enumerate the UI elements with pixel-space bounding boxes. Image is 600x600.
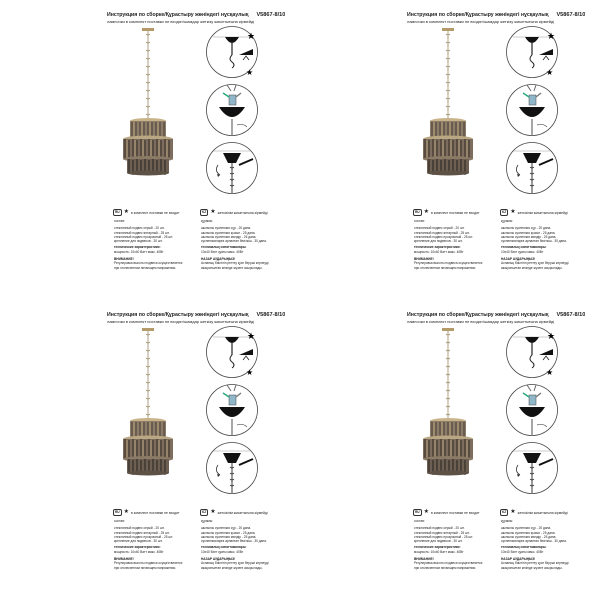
composition-item: стеклянный подвес янтарный - 25 шт. bbox=[414, 230, 470, 235]
legend-ru bbox=[413, 509, 480, 516]
warning-text: Регулировка высоты подвеса осуществляется bbox=[414, 561, 483, 566]
not-included-star-icon: ★ bbox=[546, 68, 554, 77]
sheet-subtitle: лампочки в комплект поставки не входят/шамдар жеткізу жиынтығына кірмейді bbox=[107, 319, 255, 324]
star-icon: ★ bbox=[123, 509, 129, 515]
warning-text: Аспаның биіктігін реттеу қуат беруші кернеуді bbox=[501, 261, 569, 266]
sheet-subtitle: лампочки в комплект поставки не входят/шамдар жеткізу жиынтығына кірмейді bbox=[407, 319, 555, 324]
title-text: Инструкция по сборке/Құрастыру жөніндегі нұсқаулық bbox=[407, 312, 549, 318]
sheet-title bbox=[107, 312, 285, 318]
legend-text: в комплект поставки не входит bbox=[431, 210, 480, 215]
legend-text: в комплект поставки не входит bbox=[131, 510, 180, 515]
composition-item: стеклянный подвес янтарный - 25 шт. bbox=[114, 530, 170, 535]
tech-specs-value: мощность: 10x40 Ватт макс. 40Вт bbox=[414, 249, 464, 254]
legend-kz bbox=[500, 209, 568, 216]
crystal-body bbox=[123, 418, 173, 476]
step-1-hook-mounting-diagram bbox=[205, 325, 259, 379]
composition-item: шынылы суспензия қызыл - 25 дана. bbox=[201, 230, 256, 235]
tech-specs-value: мощность: 10x40 Ватт макс. 40Вт bbox=[414, 549, 464, 554]
warning-text: Регулировка высоты подвеса осуществляется bbox=[414, 261, 483, 266]
composition-item: стеклянный подвес серый - 20 шт. bbox=[414, 526, 465, 531]
legend-text: в комплект поставки не входит bbox=[431, 510, 480, 515]
instruction-sheet bbox=[15, 310, 285, 580]
composition-item: стеклянный подвес прозрачный - 25 шт. bbox=[414, 234, 473, 239]
warning-text: ажыратылған кезінде жүзеге асырылады. bbox=[501, 265, 563, 270]
composition-label: состав: bbox=[414, 219, 425, 223]
language-badge-ru: RU bbox=[115, 510, 120, 514]
crystal-body bbox=[423, 118, 473, 176]
star-icon: ★ bbox=[123, 209, 129, 215]
warning-label: НАЗАР АУДАРЫҢЫЗ! bbox=[501, 557, 536, 562]
warning-label: ВНИМАНИЕ! bbox=[114, 557, 134, 562]
kazakh-text-column bbox=[201, 519, 285, 570]
composition-item: крепление для подвесов - 30 шт. bbox=[414, 239, 463, 244]
star-icon: ★ bbox=[510, 509, 516, 515]
warning-text: при отключенном питающем напряжении. bbox=[114, 565, 177, 570]
step-2-wiring-diagram bbox=[505, 83, 559, 137]
warning-text: Аспаның биіктігін реттеу қуат беруші кернеуді bbox=[201, 561, 269, 566]
tech-specs-value: мощность: 10x40 Ватт макс. 40Вт bbox=[114, 249, 164, 254]
legend-kz bbox=[200, 209, 268, 216]
tech-specs-label: техникалық сипаттамалары: bbox=[201, 245, 247, 250]
composition-label: құрамы: bbox=[201, 519, 213, 523]
composition-item: шынылы суспензия мөлдір - 25 дана. bbox=[501, 534, 557, 539]
composition-item: стеклянный подвес янтарный - 25 шт. bbox=[114, 230, 170, 235]
sheet-title bbox=[107, 12, 285, 18]
composition-label: состав: bbox=[114, 219, 125, 223]
composition-item: шынылы суспензия сұр - 20 дана. bbox=[501, 526, 552, 531]
star-icon: ★ bbox=[510, 209, 516, 215]
step-1-hook-mounting-diagram bbox=[505, 25, 559, 79]
title-text: Инструкция по сборке/Құрастыру жөніндегі нұсқаулық bbox=[107, 312, 249, 318]
chandelier-illustration bbox=[113, 28, 183, 188]
warning-label: ВНИМАНИЕ! bbox=[414, 257, 434, 262]
step-3-canopy-fixing-diagram bbox=[205, 141, 259, 195]
composition-item: суспензияларға арналған бекіткіш - 30 дана. bbox=[201, 239, 267, 244]
sheet-header bbox=[407, 312, 585, 324]
step-2-wiring-diagram bbox=[205, 83, 259, 137]
instruction-sheet bbox=[315, 310, 585, 580]
composition-item: шынылы суспензия мөлдір - 25 дана. bbox=[201, 534, 257, 539]
model-number: V5867-8/10 bbox=[556, 12, 585, 18]
warning-text: при отключенном питающем напряжении. bbox=[114, 265, 177, 270]
sheet-title bbox=[407, 12, 585, 18]
sheet-header bbox=[107, 312, 285, 324]
model-number: V5867-8/10 bbox=[256, 312, 285, 318]
legend-ru bbox=[113, 509, 180, 516]
instruction-sheet bbox=[15, 10, 285, 280]
ceiling-canopy bbox=[442, 28, 454, 31]
kazakh-text-column bbox=[501, 519, 585, 570]
warning-label: НАЗАР АУДАРЫҢЫЗ! bbox=[201, 557, 236, 562]
star-icon: ★ bbox=[423, 509, 429, 515]
star-icon: ★ bbox=[210, 209, 216, 215]
legend-kz bbox=[200, 509, 268, 516]
warning-text: ажыратылған кезінде жүзеге асырылады. bbox=[201, 565, 263, 570]
tech-specs-label: технические характеристики: bbox=[114, 545, 161, 550]
language-badge-ru: RU bbox=[415, 210, 420, 214]
warning-text: ажыратылған кезінде жүзеге асырылады. bbox=[501, 565, 563, 570]
composition-item: стеклянный подвес прозрачный - 25 шт. bbox=[114, 534, 173, 539]
sheet-title bbox=[407, 312, 585, 318]
tech-specs-value: 10x40 Ватт қуаты макс. 40Вт bbox=[501, 249, 544, 254]
language-badge-kz: KZ bbox=[202, 510, 207, 514]
not-included-star-icon: ★ bbox=[247, 332, 256, 342]
legend-text: в комплект поставки не входит bbox=[131, 210, 180, 215]
not-included-star-icon: ★ bbox=[547, 32, 556, 42]
sheet-header bbox=[407, 12, 585, 24]
composition-label: состав: bbox=[414, 519, 425, 523]
step-2-wiring-diagram bbox=[505, 383, 559, 437]
title-text: Инструкция по сборке/Құрастыру жөніндегі нұсқаулық bbox=[107, 12, 249, 18]
suspension-chain bbox=[446, 31, 450, 118]
legend-ru bbox=[413, 209, 480, 216]
composition-item: крепление для подвесов - 30 шт. bbox=[114, 539, 163, 544]
warning-text: Аспаның биіктігін реттеу қуат беруші кернеуді bbox=[201, 261, 269, 266]
russian-text-column bbox=[114, 519, 200, 570]
model-number: V5867-8/10 bbox=[556, 312, 585, 318]
step-1-hook-mounting-diagram bbox=[205, 25, 259, 79]
sheet-header bbox=[107, 12, 285, 24]
warning-text: Регулировка высоты подвеса осуществляется bbox=[114, 261, 183, 266]
russian-text-column bbox=[414, 519, 500, 570]
not-included-star-icon: ★ bbox=[546, 368, 554, 377]
step-3-canopy-fixing-diagram bbox=[505, 141, 559, 195]
warning-text: при отключенном питающем напряжении. bbox=[414, 265, 477, 270]
composition-label: состав: bbox=[114, 519, 125, 523]
composition-item: крепление для подвесов - 30 шт. bbox=[114, 239, 163, 244]
ceiling-canopy bbox=[142, 28, 154, 31]
kazakh-text-column bbox=[501, 219, 585, 270]
language-badge-ru: RU bbox=[415, 510, 420, 514]
star-icon: ★ bbox=[423, 209, 429, 215]
step-2-wiring-diagram bbox=[205, 383, 259, 437]
tech-specs-value: мощность: 10x40 Ватт макс. 40Вт bbox=[114, 549, 164, 554]
composition-item: шынылы суспензия мөлдір - 25 дана. bbox=[501, 234, 557, 239]
legend-text: жеткізілім жиынтығына кірмейді bbox=[517, 510, 568, 515]
composition-item: стеклянный подвес серый - 20 шт. bbox=[114, 226, 165, 231]
chandelier-illustration bbox=[413, 328, 483, 488]
tech-specs-label: технические характеристики: bbox=[414, 245, 461, 250]
legend-ru bbox=[113, 209, 180, 216]
not-included-star-icon: ★ bbox=[547, 332, 556, 342]
star-icon: ★ bbox=[210, 509, 216, 515]
suspension-chain bbox=[146, 331, 150, 418]
composition-label: құрамы: bbox=[201, 219, 213, 223]
composition-label: құрамы: bbox=[501, 519, 513, 523]
warning-label: НАЗАР АУДАРЫҢЫЗ! bbox=[201, 257, 236, 262]
language-badge-kz: KZ bbox=[502, 510, 507, 514]
composition-item: шынылы суспензия сұр - 20 дана. bbox=[501, 226, 552, 231]
step-3-canopy-fixing-diagram bbox=[505, 441, 559, 495]
legend-text: жеткізілім жиынтығына кірмейді bbox=[517, 210, 568, 215]
composition-item: стеклянный подвес прозрачный - 25 шт. bbox=[414, 534, 473, 539]
not-included-star-icon: ★ bbox=[247, 32, 256, 42]
composition-item: стеклянный подвес янтарный - 25 шт. bbox=[414, 530, 470, 535]
instruction-sheet bbox=[315, 10, 585, 280]
chandelier-illustration bbox=[413, 28, 483, 188]
composition-item: стеклянный подвес прозрачный - 25 шт. bbox=[114, 234, 173, 239]
russian-text-column bbox=[114, 219, 200, 270]
composition-label: құрамы: bbox=[501, 219, 513, 223]
sheet-subtitle: лампочки в комплект поставки не входят/шамдар жеткізу жиынтығына кірмейді bbox=[107, 19, 255, 24]
legend-text: жеткізілім жиынтығына кірмейді bbox=[217, 510, 268, 515]
not-included-star-icon: ★ bbox=[246, 68, 254, 77]
composition-item: суспензияларға арналған бекіткіш - 30 дана. bbox=[501, 539, 567, 544]
tech-specs-label: техникалық сипаттамалары: bbox=[501, 245, 547, 250]
warning-text: Аспаның биіктігін реттеу қуат беруші кернеуді bbox=[501, 561, 569, 566]
warning-text: ажыратылған кезінде жүзеге асырылады. bbox=[201, 265, 263, 270]
title-text: Инструкция по сборке/Құрастыру жөніндегі нұсқаулық bbox=[407, 12, 549, 18]
ceiling-canopy bbox=[442, 328, 454, 331]
model-number: V5867-8/10 bbox=[256, 12, 285, 18]
chandelier-illustration bbox=[113, 328, 183, 488]
suspension-chain bbox=[146, 31, 150, 118]
composition-item: шынылы суспензия қызыл - 25 дана. bbox=[201, 530, 256, 535]
warning-label: ВНИМАНИЕ! bbox=[114, 257, 134, 262]
composition-item: стеклянный подвес серый - 20 шт. bbox=[114, 526, 165, 531]
composition-item: стеклянный подвес серый - 20 шт. bbox=[414, 226, 465, 231]
russian-text-column bbox=[414, 219, 500, 270]
ceiling-canopy bbox=[142, 328, 154, 331]
warning-label: НАЗАР АУДАРЫҢЫЗ! bbox=[501, 257, 536, 262]
composition-item: крепление для подвесов - 30 шт. bbox=[414, 539, 463, 544]
sheet-subtitle: лампочки в комплект поставки не входят/шамдар жеткізу жиынтығына кірмейді bbox=[407, 19, 555, 24]
composition-item: шынылы суспензия сұр - 20 дана. bbox=[201, 526, 252, 531]
tech-specs-value: 10x40 Ватт қуаты макс. 40Вт bbox=[201, 249, 244, 254]
warning-text: Регулировка высоты подвеса осуществляется bbox=[114, 561, 183, 566]
warning-label: ВНИМАНИЕ! bbox=[414, 557, 434, 562]
composition-item: шынылы суспензия мөлдір - 25 дана. bbox=[201, 234, 257, 239]
legend-kz bbox=[500, 509, 568, 516]
step-1-hook-mounting-diagram bbox=[505, 325, 559, 379]
tech-specs-label: технические характеристики: bbox=[114, 245, 161, 250]
composition-item: суспензияларға арналған бекіткіш - 30 дана. bbox=[501, 239, 567, 244]
composition-item: шынылы суспензия қызыл - 25 дана. bbox=[501, 530, 556, 535]
crystal-body bbox=[123, 118, 173, 176]
tech-specs-value: 10x40 Ватт қуаты макс. 40Вт bbox=[201, 549, 244, 554]
step-3-canopy-fixing-diagram bbox=[205, 441, 259, 495]
legend-text: жеткізілім жиынтығына кірмейді bbox=[217, 210, 268, 215]
composition-item: шынылы суспензия қызыл - 25 дана. bbox=[501, 230, 556, 235]
not-included-star-icon: ★ bbox=[246, 368, 254, 377]
language-badge-ru: RU bbox=[115, 210, 120, 214]
tech-specs-value: 10x40 Ватт қуаты макс. 40Вт bbox=[501, 549, 544, 554]
composition-item: шынылы суспензия сұр - 20 дана. bbox=[201, 226, 252, 231]
crystal-body bbox=[423, 418, 473, 476]
language-badge-kz: KZ bbox=[502, 210, 507, 214]
tech-specs-label: технические характеристики: bbox=[414, 545, 461, 550]
suspension-chain bbox=[446, 331, 450, 418]
tech-specs-label: техникалық сипаттамалары: bbox=[501, 545, 547, 550]
tech-specs-label: техникалық сипаттамалары: bbox=[201, 545, 247, 550]
language-badge-kz: KZ bbox=[202, 210, 207, 214]
warning-text: при отключенном питающем напряжении. bbox=[414, 565, 477, 570]
composition-item: суспензияларға арналған бекіткіш - 30 дана. bbox=[201, 539, 267, 544]
kazakh-text-column bbox=[201, 219, 285, 270]
